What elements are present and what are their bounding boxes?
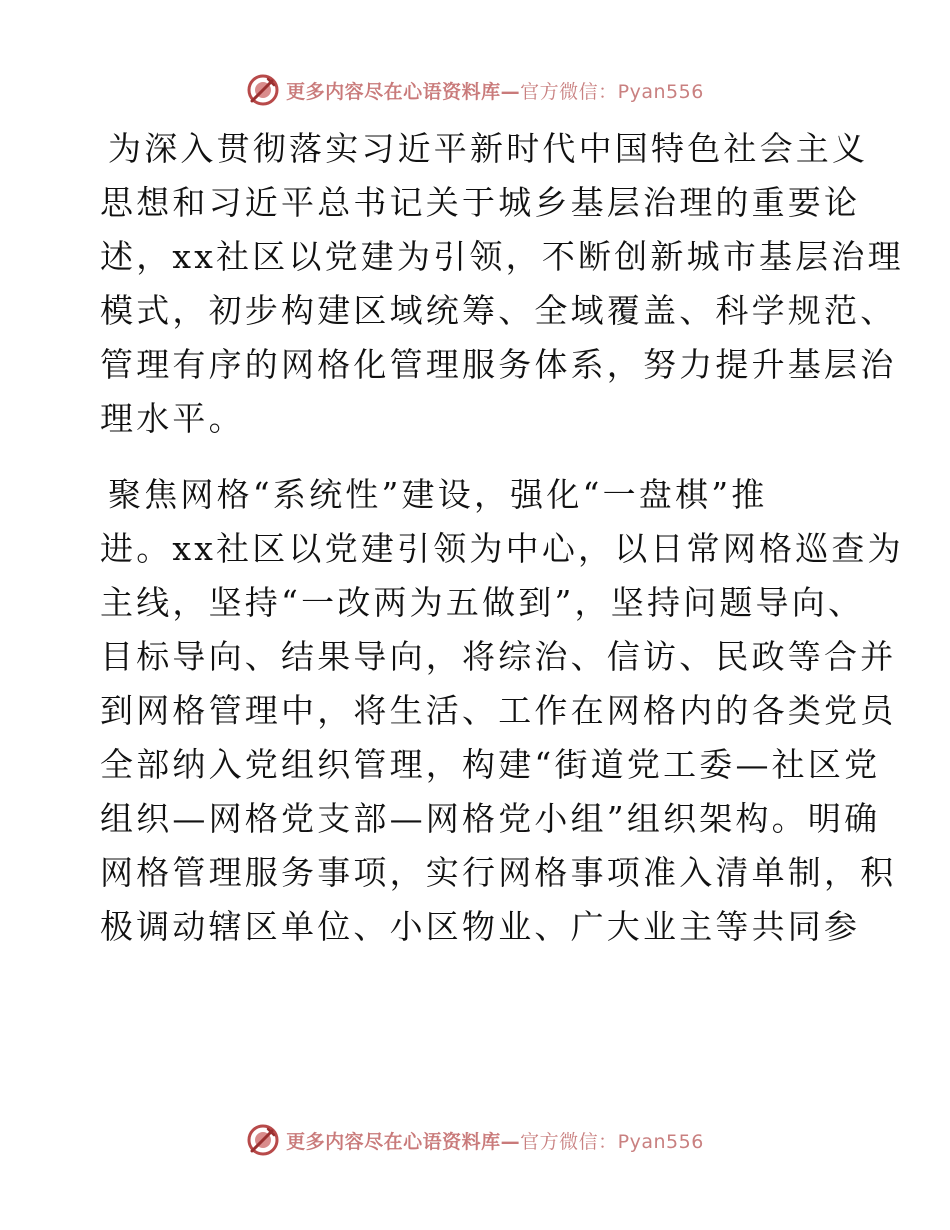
text-line: 主线，坚持“一改两为五做到”，坚持问题导向、 [100,583,865,622]
brand-logo-icon [246,73,280,107]
paragraph-spacer [100,446,860,468]
text-line: 模式，初步构建区域统筹、全域覆盖、科学规范、 [100,291,897,330]
header-banner-text [286,77,704,104]
footer-site-text: 更多内容尽在心语资料库— [286,1130,521,1153]
header-wechat-text: 官方微信：Pyan556 [520,80,704,103]
footer-wechat-text: 官方微信：Pyan556 [520,1130,704,1153]
text-line: 为深入贯彻落实习近平新时代中国特色社会主义 [108,129,869,168]
paragraph-2 [100,468,904,954]
text-line: 组织—网格党支部—网格党小组”组织架构。明确 [100,799,881,838]
text-line: 聚焦网格“系统性”建设，强化“一盘棋”推 [108,475,768,514]
text-line: 网格管理服务事项，实行网格事项准入清单制，积 [100,853,897,892]
header-site-text: 更多内容尽在心语资料库— [286,80,521,103]
text-line: 进。xx社区以党建引领为中心，以日常网格巡查为 [100,529,904,568]
text-line: 全部纳入党组织管理，构建“街道党工委—社区党 [100,745,881,784]
text-line: 思想和习近平总书记关于城乡基层治理的重要论 [100,183,861,222]
text-line: 理水平。 [100,399,245,438]
text-line: 管理有序的网格化管理服务体系，努力提升基层治 [100,345,897,384]
text-line: 述，xx社区以党建为引领，不断创新城市基层治理 [100,237,904,276]
text-line: 极调动辖区单位、小区物业、广大业主等共同参 [100,907,861,946]
document-body [100,122,904,954]
text-line: 到网格管理中，将生活、工作在网格内的各类党员 [100,691,897,730]
paragraph-1 [100,122,904,446]
footer-banner [0,1120,950,1160]
header-banner [0,70,950,110]
text-line: 目标导向、结果导向，将综治、信访、民政等合并 [100,637,897,676]
footer-banner-text [286,1127,704,1154]
brand-logo-icon [246,1123,280,1157]
